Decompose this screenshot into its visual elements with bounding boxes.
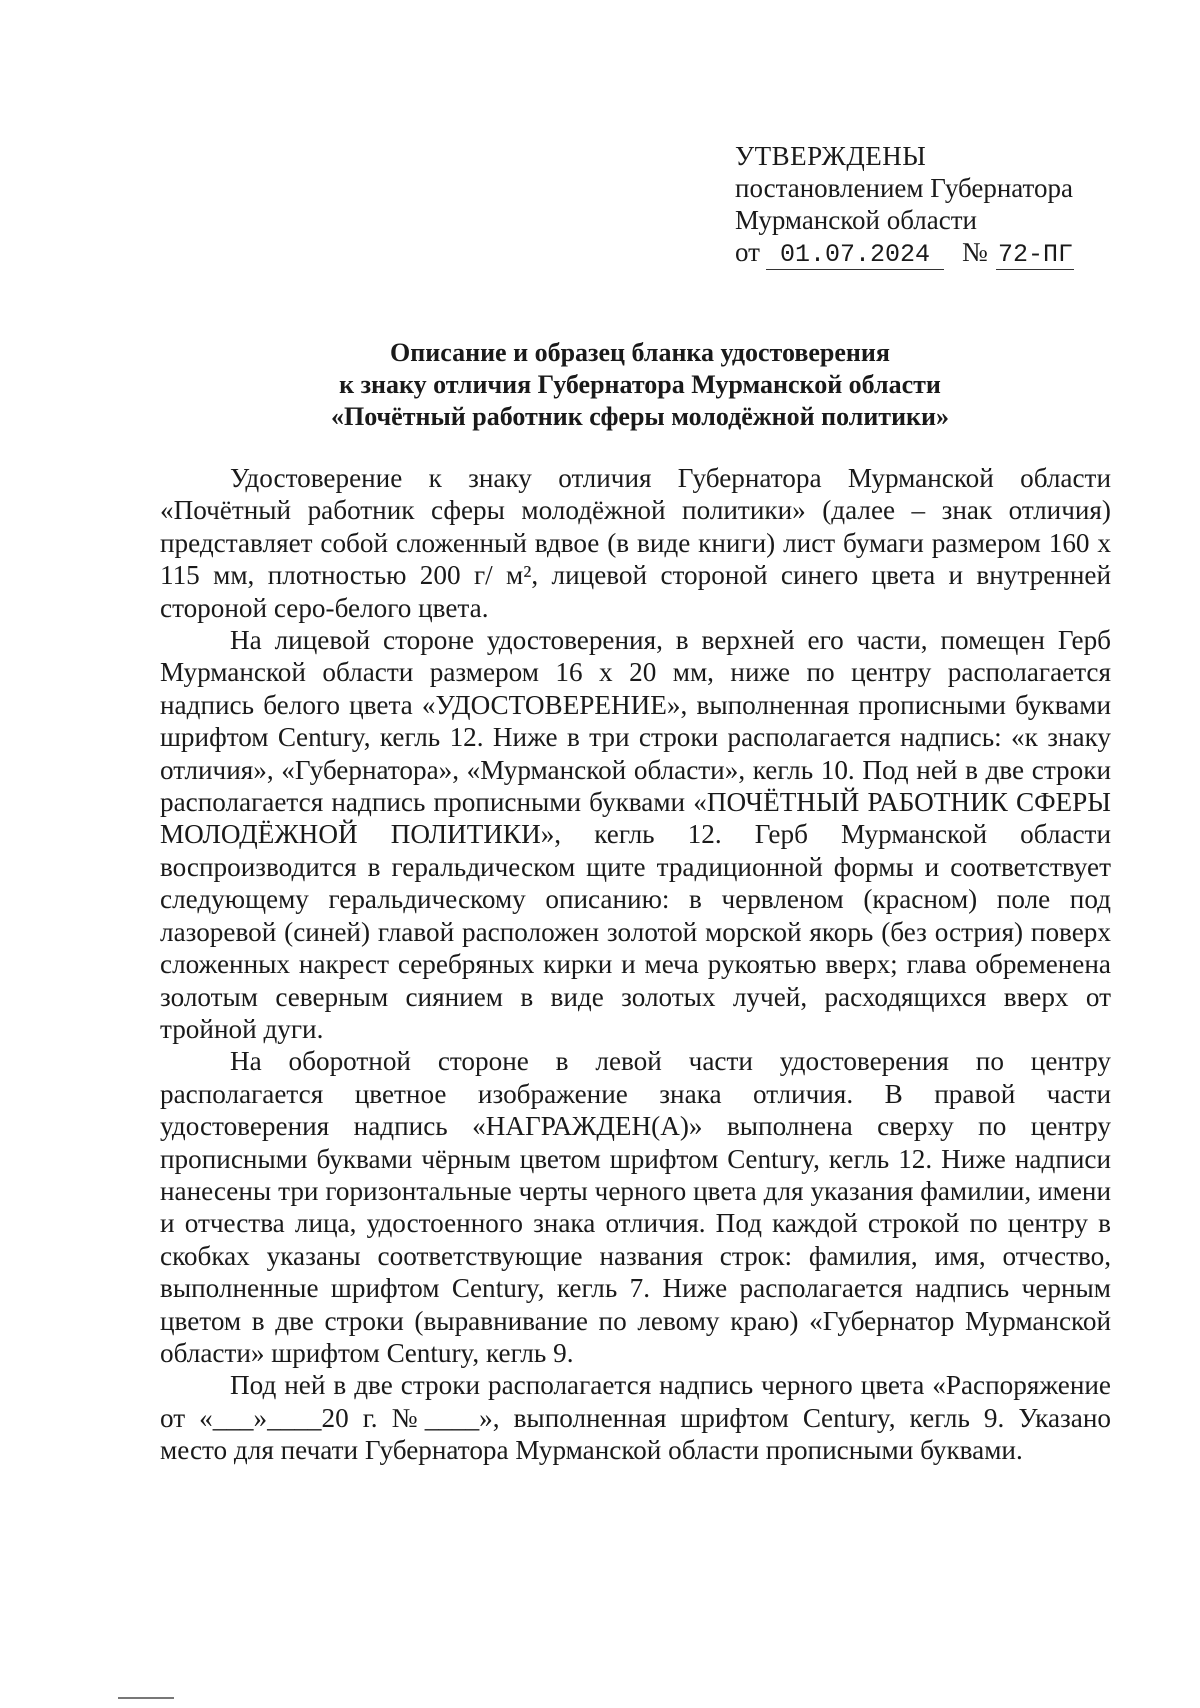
heading-line-3: «Почётный работник сферы молодёжной политики» xyxy=(330,402,950,431)
heading-line-2: к знаку отличия Губернатора Мурманской области xyxy=(339,370,941,399)
paragraph-3: На оборотной стороне в левой части удостоверения по центру располагается цветное изображение знака отличия. В правой части удостоверения надпись «НАГРАЖДЕН(А)» выполнена сверху по центру прописными буквами чёрным цветом шрифтом Century, кегль 12. Ниже надписи нанесены три горизонтальные черты черного цвета для указания фамилии, имени и отчества лица, удостоенного знака отличия. Под каждой строкой по центру в скобках указаны соответствующие названия строк: фамилия, имя, отчество, выполненные шрифтом Century, кегль 7. Ниже располагается надпись черным цветом в две строки (выравнивание по левому краю) «Губернатор Мурманской области» шрифтом Century, кегль 9. xyxy=(160,1046,1111,1368)
approval-date: 01.07.2024 xyxy=(766,241,944,270)
approval-number: 72-ПГ xyxy=(997,240,1073,269)
document-body xyxy=(160,462,1111,1467)
heading-line-1: Описание и образец бланка удостоверения xyxy=(390,338,890,367)
approval-date-row xyxy=(735,236,1095,270)
date-prefix: от xyxy=(735,237,760,267)
approval-line-2: Мурманской области xyxy=(735,205,977,235)
approval-line-1: постановлением Губернатора xyxy=(735,173,1073,203)
paragraph-2: На лицевой стороне удостоверения, в верхней его части, помещен Герб Мурманской области размером 16 x 20 мм, ниже по центру располагается надпись белого цвета «УДОСТОВЕРЕНИЕ», выполненная прописными буквами шрифтом Century, кегль 12. Ниже в три строки располагается надпись: «к знаку отличия», «Губернатора», «Мурманской области», кегль 10. Под ней в две строки располагается надпись прописными буквами «ПОЧЁТНЫЙ РАБОТНИК СФЕРЫ МОЛОДЁЖНОЙ ПОЛИТИКИ», кегль 12. Герб Мурманской области воспроизводится в геральдическом щите традиционной формы и соответствует следующему геральдическому описанию: в червленом (красном) поле под лазоревой (синей) главой расположен золотой морской якорь (без острия) поверх сложенных накрест серебряных кирки и меча рукоятью вверх; глава обременена золотым северным сиянием в виде золотых лучей, расходящихся вверх от тройной дуги. xyxy=(160,625,1111,1044)
approval-title: УТВЕРЖДЕНЫ xyxy=(735,141,927,171)
number-label: № xyxy=(961,237,988,267)
document-heading xyxy=(160,337,1120,433)
paragraph-1: Удостоверение к знаку отличия Губернатора Мурманской области «Почётный работник сферы молодёжной политики» (далее – знак отличия) представляет собой сложенный вдвое (в виде книги) лист бумаги размером 160 x 115 мм, плотностью 200 г/ м², лицевой стороной синего цвета и внутренней стороной серо-белого цвета. xyxy=(160,463,1111,623)
paragraph-4: Под ней в две строки располагается надпись черного цвета «Распоряжение от «___»____20 г. №____», выполненная шрифтом Century, кегль 9. Указано место для печати Губернатора Мурманской области прописными буквами. xyxy=(160,1370,1111,1466)
approval-block xyxy=(735,140,1095,270)
scan-edge-mark xyxy=(118,1697,174,1699)
